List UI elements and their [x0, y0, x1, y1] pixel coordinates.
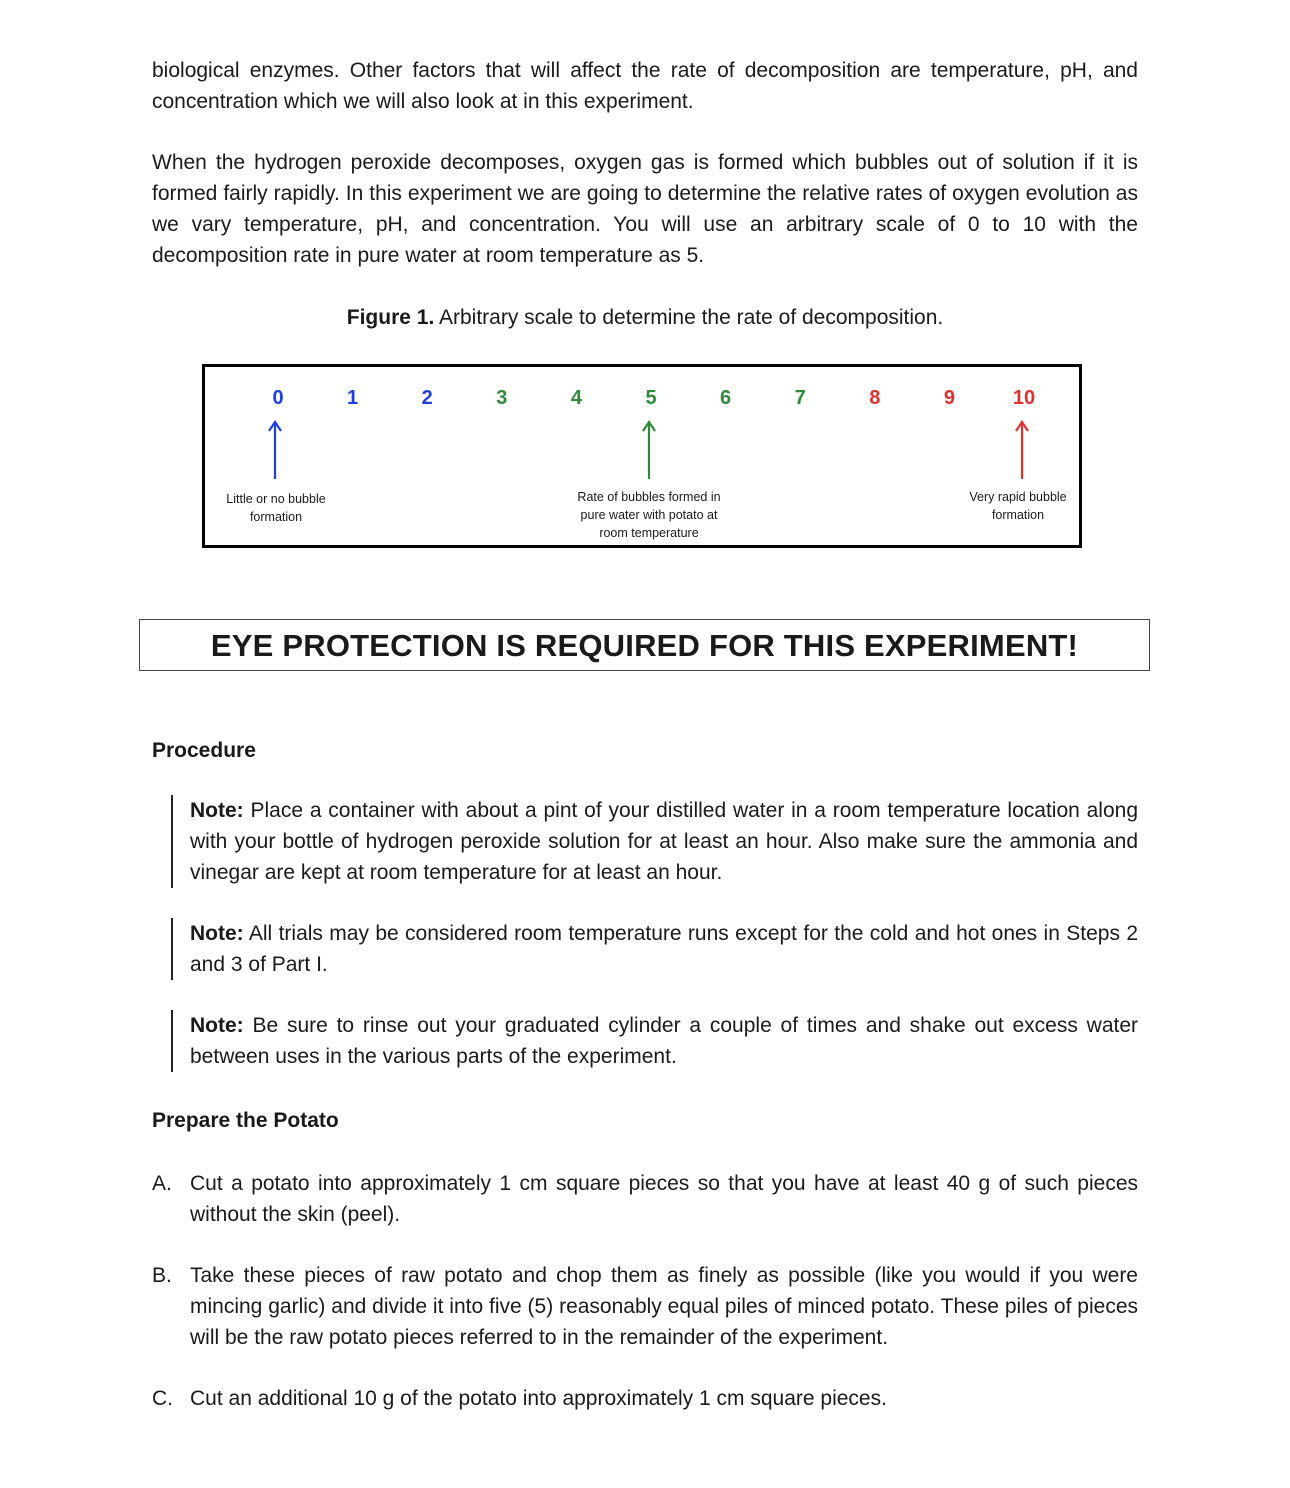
intro-paragraph-1: biological enzymes. Other factors that will affect the rate of decomposition are temperature, pH, and concentration which we will also look at in this experiment.: [152, 59, 1138, 113]
high-caption: Very rapid bubble formation: [969, 490, 1067, 522]
low-caption: Little or no bubble formation: [226, 492, 326, 524]
scale-number-5: 5: [645, 387, 657, 409]
scale-number-7: 7: [794, 387, 806, 409]
eye-protection-warning: EYE PROTECTION IS REQUIRED FOR THIS EXPERIMENT!: [139, 619, 1150, 671]
figure-label: Figure 1.: [346, 306, 435, 329]
mid-arrow-icon: [641, 419, 657, 481]
list-item: A. Cut a potato into approximately 1 cm square pieces so that you have at least 40 g of such pieces without the skin (peel).: [152, 1172, 1138, 1226]
procedure-heading: Procedure: [152, 739, 256, 762]
prepare-potato-heading: Prepare the Potato: [152, 1109, 339, 1132]
note-1: Note: Place a container with about a pint of your distilled water in a room temperature location along with your bottle of hydrogen peroxide solution for at least an hour. Also make sure the ammonia and vinegar are kept at room temperature for at least an hour.: [171, 795, 1138, 888]
scale-number-4: 4: [570, 387, 582, 409]
scale-number-0: 0: [272, 387, 284, 409]
list-item: B. Take these pieces of raw potato and chop them as finely as possible (like you would if you were mincing garlic) and divide it into five (5) reasonably equal piles of minced potato. These piles of pieces will be the raw potato pieces referred to in the remainder of the experiment.: [152, 1264, 1138, 1349]
high-arrow-icon: [1014, 419, 1030, 481]
scale-number-8: 8: [869, 387, 881, 409]
note-3: Note: Be sure to rinse out your graduated cylinder a couple of times and shake out excess water between uses in the various parts of the experiment.: [171, 1010, 1138, 1072]
scale-number-1: 1: [347, 387, 359, 409]
scale-number-9: 9: [943, 387, 955, 409]
figure-caption: [0, 302, 1290, 333]
intro-paragraph-2: When the hydrogen peroxide decomposes, oxygen gas is formed which bubbles out of solution if it is formed fairly rapidly. In this experiment we are going to determine the relative rates of oxygen evolution as we vary temperature, pH, and concentration. You will use an arbitrary scale of 0 to 10 with the decomposition rate in pure water at room temperature as 5.: [152, 151, 1138, 267]
list-item: C. Cut an additional 10 g of the potato into approximately 1 cm square pieces.: [152, 1387, 887, 1410]
note-2: Note: All trials may be considered room temperature runs except for the cold and hot ones in Steps 2 and 3 of Part I.: [171, 918, 1138, 980]
scale-number-3: 3: [496, 387, 508, 409]
decomposition-scale: [202, 364, 1082, 548]
low-arrow-icon: [267, 419, 283, 481]
scale-number-2: 2: [421, 387, 433, 409]
scale-number-10: 10: [1012, 387, 1036, 409]
scale-number-6: 6: [720, 387, 732, 409]
mid-caption: Rate of bubbles formed in pure water with potato at room temperature: [577, 490, 721, 540]
figure-caption-text: Arbitrary scale to determine the rate of decomposition.: [438, 306, 944, 329]
